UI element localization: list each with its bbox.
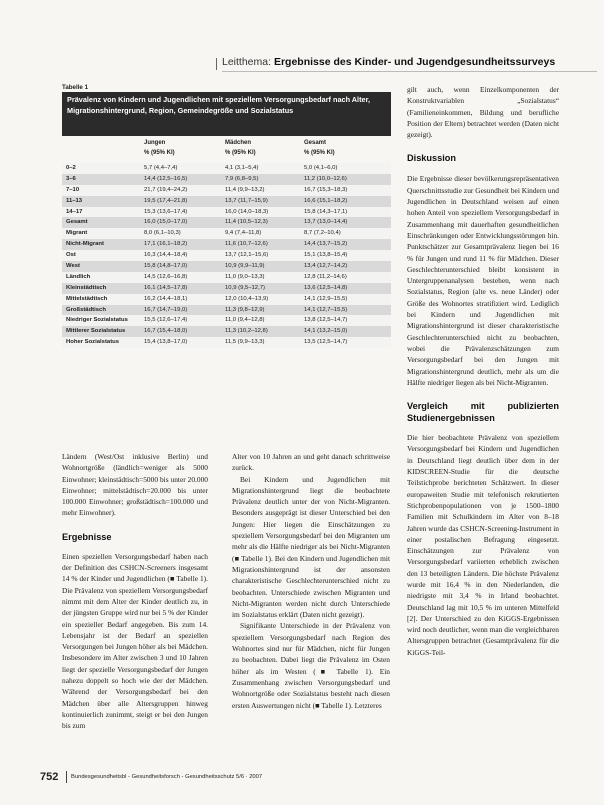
row-label-cell: Hoher Sozialstatus [66,339,120,346]
jungen-cell: 17,1 (16,1–18,2) [144,241,188,248]
jungen-cell: 15,3 (13,6–17,4) [144,208,188,215]
jungen-cell: 5,7 (4,4–7,4) [144,165,178,171]
left-column [62,451,208,732]
maedchen-cell: 16,0 (14,0–18,3) [225,208,269,215]
gesamt-cell: 15,1 (13,8–15,4) [304,252,348,259]
journal-citation: Bundesgesundheitsbl - Gesundheitsforsch - Gesundheitsschutz 5/6 · 2007 [71,774,263,780]
row-label-cell: 11–13 [66,197,83,204]
gesamt-cell: 13,8 (12,5–14,7) [304,317,348,324]
gesamt-cell: 14,1 (12,7–15,5) [304,306,348,313]
right-column [407,84,559,658]
jungen-cell: 16,2 (14,4–18,1) [144,295,188,302]
table-row [62,261,391,272]
row-label-cell: Niedriger Sozialstatus [66,317,128,324]
gesamt-cell: 14,1 (13,2–15,0) [304,328,348,335]
maedchen-cell: 11,3 (10,2–12,8) [225,328,268,335]
row-label-cell: 7–10 [66,186,80,193]
maedchen-cell: 11,6 (10,7–12,6) [225,241,268,248]
paragraph: Alter von 10 Jahren an und geht danach schrittweise zurück. [232,452,390,473]
paragraph: Bei Kindern und Jugendlichen mit Migrationshintergrund liegt die beobachtete Prävalenz deutlich unter der von Nicht-Migranten. Besonders ausgeprägt ist dieser Unterschied bei den Jungen: Hier liegen die Einschätzungen zu speziellem Versorgungsbedarf bei den Migranten um mehr als die Hälfte niedriger als bei Nicht-Migranten (■ Tabelle 1). Bei den Kindern und Jugendlichen mit Migrationshintergrund ist der ansonsten charakteristische Geschlechterunterschied nicht zu beobachten. Unterschiede zwischen Migranten und Nicht-Migranten werden nicht durch Unterschiede im Sozialstatus erklärt (Daten nicht gezeigt). [232,474,390,620]
gesamt-cell: 16,6 (15,1–18,2) [304,197,348,204]
col-header-maedchen: Mädchen [225,140,252,146]
paragraph: Die Ergebnisse dieser bevölkerungsrepräsentativen Querschnittsstudie zur Gesundheit bei Kindern und Jugendlichen in Deutschland weisen auf einen hohen Anteil von speziellem Versorgungsbedarf in Zusammenhang mit dauerhaften gesundheitlichen Einschränkungen oder Entwicklungsstörungen hin. Punktschätzer zur Gesamtprävalenz liegen bei 16 % für Jungen und rund 11 % für Mädchen. Dieser Geschlechterunterschied bleibt konsistent in Untergruppenanalysen bestehen, wenn nach Sozialstatus, Region (alte vs. neue Länder) oder Größe des Wohnortes stratifiziert wird. Lediglich bei Kindern und Jugendlichen mit Migrationshintergrund ist dieser charakteristische Geschlechterunterschied nicht zu beobachten, wobei die Prävalenzschätzungen zum Versorgungsbedarf bei den Jungen mit Migrationshintergrund deutlich, mehr als um die Hälfte niedriger liegen als bei Nicht-Migranten. [407,174,559,387]
gesamt-cell: 14,1 (12,9–15,5) [304,295,348,302]
row-label-cell: West [66,263,80,270]
maedchen-cell: 11,3 (9,8–12,9) [225,306,265,313]
row-label-cell: Migrant [66,230,88,237]
header-divider [216,58,217,70]
gesamt-cell: 11,2 (10,0–12,6) [304,175,347,182]
table-row [62,250,391,261]
jungen-cell: 16,1 (14,5–17,8) [144,284,188,291]
table-row [62,239,391,250]
maedchen-cell: 11,0 (9,0–13,3) [225,273,265,280]
gesamt-cell: 5,0 (4,1–6,0) [304,165,338,171]
table-row [62,207,391,218]
maedchen-cell: 11,5 (9,9–13,3) [225,339,265,346]
maedchen-cell: 13,7 (11,7–15,9) [225,197,268,204]
gesamt-cell: 15,8 (14,3–17,1) [304,208,348,215]
row-label-cell: Großstädtisch [66,306,106,313]
section-heading-diskussion: Diskussion [407,153,457,164]
maedchen-cell: 11,0 (9,4–12,8) [225,317,265,324]
gesamt-cell: 16,7 (15,3–18,3) [304,186,348,193]
jungen-cell: 21,7 (19,4–24,2) [144,186,188,193]
table-row [62,228,391,239]
paragraph: Einen speziellen Versorgungsbedarf haben nach der Definition des CSHCN-Screeners insgesamt 14 % der Kinder und Jugendlichen (■ Tabelle 1). Die Prävalenz von speziellem Versorgungsbedarf nimmt mit dem Alter der Kinder deutlich zu, in der jüngsten Gruppe wird nur bei 5 % der Kinder ein spezieller Bedarf angegeben. Bis zum 14. Lebensjahr ist der Bedarf an speziellen Versorgungen bei Jungen höher als bei Mädchen. Insbesondere im Alter zwischen 3 und 10 Jahren liegt der spezielle Versorgungsbedarf der Jungen nahezu doppelt so hoch wie der der Mädchen. Während der Versorgungsbedarf bei den Mädchen über alle Altersgruppen hinweg kontinuierlich zunimmt, steigt er bei den Jungen bis zum [62,551,208,731]
table-title: Prävalenz von Kindern und Jugendlichen mit speziellem Versorgungsbedarf nach Alter, Migrationshintergrund, Region, Gemeindegröße und Sozialstatus [62,92,391,136]
header-title: Ergebnisse des Kinder- und Jugendgesundheitssurveys [273,56,556,68]
paragraph: gilt auch, wenn Einzelkomponenten der Konstruktvariablen „Sozialstatus“ (Familieneinkommen, Bildung und berufliche Position der Eltern) betrachtet werden (Daten nicht gezeigt). [407,85,559,140]
maedchen-cell: 10,9 (9,9–11,9) [225,263,265,270]
table-row [62,337,391,348]
middle-column [232,451,390,711]
col-header-jungen: Jungen [144,140,166,146]
col-header-gesamt: Gesamt [304,140,327,146]
maedchen-cell: 13,7 (12,1–15,6) [225,252,269,259]
table-caption: Tabelle 1 [62,84,89,91]
jungen-cell: 14,5 (12,6–16,8) [144,273,188,280]
maedchen-cell: 10,9 (9,5–12,7) [225,284,265,291]
gesamt-cell: 12,8 (11,2–14,6) [304,273,347,280]
table-row [62,294,391,305]
jungen-cell: 16,0 (15,0–17,0) [144,219,188,226]
jungen-cell: 16,7 (15,4–18,0) [144,328,188,335]
header-prefix: Leitthema: [222,56,274,68]
row-label-cell: 3–6 [66,175,76,182]
jungen-cell: 15,4 (13,8–17,0) [144,339,188,346]
jungen-cell: 14,4 (12,5–16,5) [144,175,188,182]
table-row [62,283,391,294]
row-label-cell: Mittelstädtisch [66,295,108,302]
gesamt-cell: 13,4 (12,7–14,2) [304,263,348,270]
table-body [62,163,391,348]
maedchen-cell: 4,1 (3,1–5,4) [225,165,259,171]
table-row [62,315,391,326]
table-row [62,326,391,337]
jungen-cell: 16,7 (14,7–19,0) [144,306,188,313]
table-row [62,163,391,174]
maedchen-cell: 11,4 (9,9–13,2) [225,186,265,193]
row-label-cell: Kleinstädtisch [66,284,107,291]
page-number: 752 [40,771,59,783]
maedchen-cell: 7,9 (6,8–9,5) [225,175,259,182]
gesamt-cell: 13,7 (13,0–14,4) [304,219,348,226]
row-label-cell: Nicht-Migrant [66,241,104,248]
col-sub-gesamt: % (95% KI) [304,150,335,156]
paragraph: Signifikante Unterschiede in der Prävalenz von speziellem Versorgungsbedarf nach Region des Wohnortes sind nur für Mädchen, nicht für Jungen zu beobachten. Dabei liegt die Prävalenz im Osten höher als im Westen (■ Tabelle 1). Ein Zusammenhang zwischen Versorgungsbedarf und Wohnortgröße oder Sozialstatus besteht nach diesen ersten Auswertungen nicht (■ Tabelle 1). Letzteres [232,621,390,710]
row-label-cell: 14–17 [66,208,83,215]
row-label-cell: Ländlich [66,273,91,280]
maedchen-cell: 9,4 (7,4–11,8) [225,230,262,237]
row-label-cell: Mittlerer Sozialstatus [66,328,126,335]
table-row [62,174,391,185]
gesamt-cell: 8,7 (7,2–10,4) [304,230,341,237]
paragraph: Ländern (West/Ost inklusive Berlin) und Wohnortgröße (ländlich=weniger als 5000 Einwohner; kleinstädtisch=5000 bis unter 20.000 Einwohner; mittelstädtisch=20.000 bis unter 100.000 Einwohner; großstädtisch=100.000 und mehr Einwohner). [62,452,208,518]
table-row [62,217,391,228]
table-row [62,272,391,283]
jungen-cell: 19,5 (17,4–21,8) [144,197,188,204]
gesamt-cell: 13,5 (12,5–14,7) [304,339,348,346]
paragraph: Die hier beobachtete Prävalenz von speziellem Versorgungsbedarf bei Kindern und Jugendlichen in Deutschland liegt deutlich über dem in der KIDSCREEN-Studie für die deutsche Teilstichprobe berichteten Schätzwert. In dieser europaweiten Studie mit telefonisch rekrutierten Stichprobenpopulationen von je 1500–1800 Familien mit Schulkindern im Alter von 8–18 Jahren wurde das CSHCN-Screening-Instrument in einer postalischen Befragung eingesetzt. Einschätzungen zur Prävalenz von Versorgungsbedarf variierten erheblich zwischen den 13 beteiligten Ländern. Die höchste Prävalenz wurde mit 16,4 % in den Niederlanden, die niedrigste mit 3,4 % in Irland beobachtet. Deutschland lag mit 10,5 % im unteren Mittelfeld [2]. Der Unterschied zu den KiGGS-Ergebnissen wird noch deutlicher, wenn man die vergleichbaren Altersgruppen betrachtet (Gesamtprävalenz für die KiGGS-Teil- [407,433,559,657]
table-row [62,185,391,196]
gesamt-cell: 14,4 (13,7–15,2) [304,241,348,248]
maedchen-cell: 12,0 (10,4–13,9) [225,295,269,302]
jungen-cell: 15,5 (12,6–17,4) [144,317,188,324]
col-sub-maedchen: % (95% KI) [225,150,256,156]
jungen-cell: 16,3 (14,4–18,4) [144,252,188,259]
table-row [62,305,391,316]
header-underline [222,71,597,72]
table-header [62,138,391,162]
table-row [62,196,391,207]
col-sub-jungen: % (95% KI) [144,150,175,156]
maedchen-cell: 11,4 (10,5–12,3) [225,219,268,226]
row-label-cell: Ost [66,252,76,259]
gesamt-cell: 13,6 (12,5–14,8) [304,284,348,291]
row-label-cell: Gesamt [66,219,88,226]
row-label-cell: 0–2 [66,165,76,171]
section-heading-ergebnisse: Ergebnisse [62,531,112,542]
jungen-cell: 8,0 (6,1–10,3) [144,230,181,237]
running-header [222,56,597,68]
jungen-cell: 15,8 (14,8–17,0) [144,263,188,270]
footer-divider [66,771,67,783]
section-heading-vergleich: Vergleich mit publizierten Studienergebnissen [407,401,559,424]
